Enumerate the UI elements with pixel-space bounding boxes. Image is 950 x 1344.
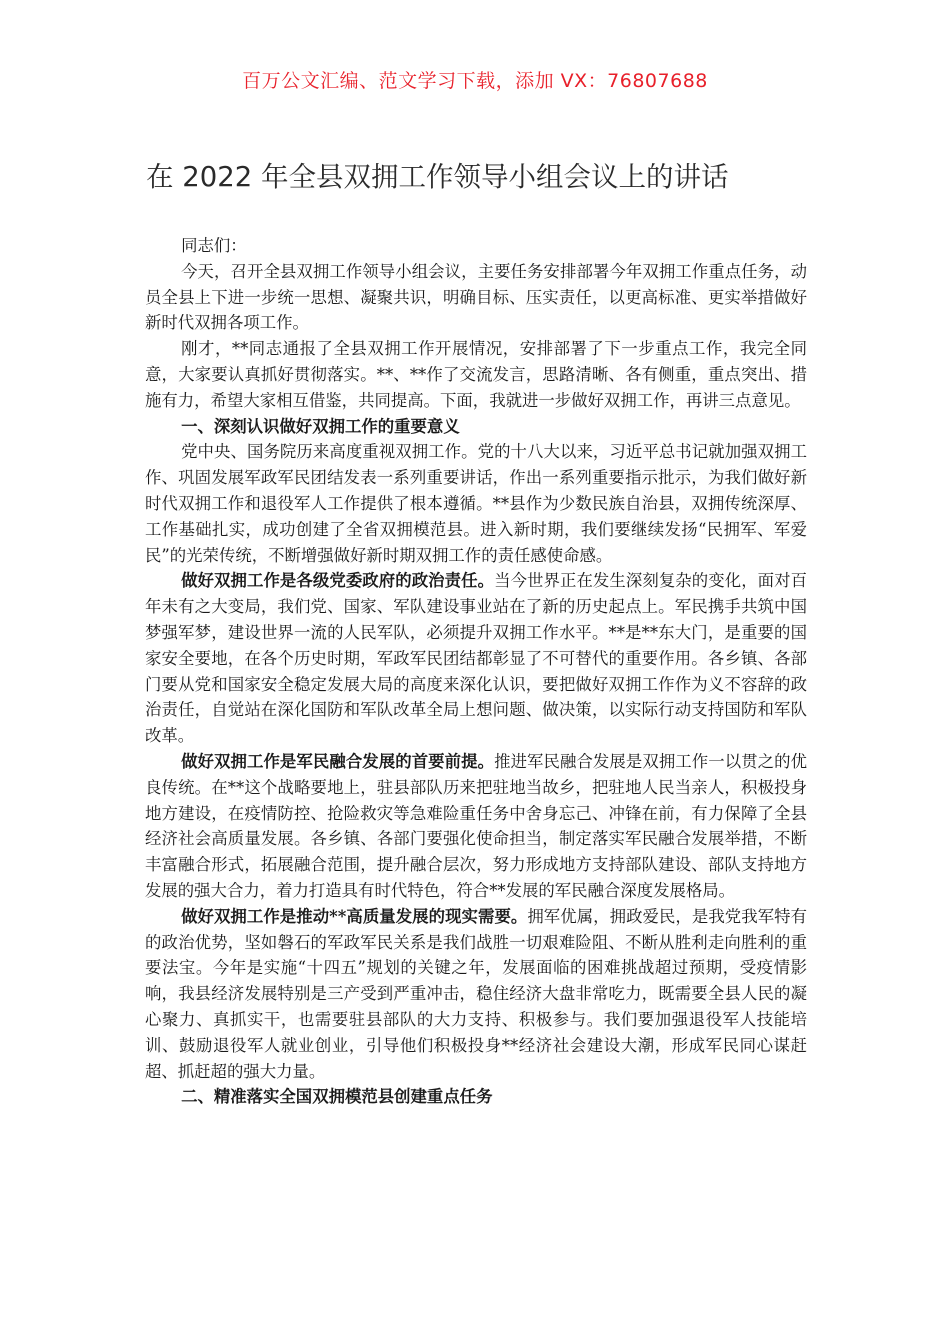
section-heading-2-text: 二、精准落实全国双拥模范县创建重点任务 [181, 1087, 493, 1107]
paragraph-3-text: 党中央、国务院历来高度重视双拥工作。党的十八大以来，习近平总书记就加强双拥工作、巩固发展军政军民团结发表一系列重要讲话，作出一系列重要指示批示，为我们做好新时代双拥工作和退役军人工作提供了根本遵循。**县作为少数民族自治县，双拥传统深厚、工作基础扎实，成功创建了全省双拥模范县。进入新时期，我们要继续发扬“民拥军、军爱民”的光荣传统，不断增强做好新时期双拥工作的责任感使命感。 [145, 442, 807, 565]
header-watermark: 百万公文汇编、范文学习下载，添加 VX：76807688 [242, 70, 708, 92]
document-body [145, 233, 807, 1110]
section-heading-2 [145, 1084, 807, 1110]
paragraph-6-lead: 做好双拥工作是推动**高质量发展的现实需要。 [181, 906, 528, 926]
paragraph-4-lead: 做好双拥工作是各级党委政府的政治责任。 [181, 571, 495, 591]
paragraph-1 [145, 259, 807, 336]
section-heading-1 [145, 414, 807, 440]
paragraph-5-text: 推进军民融合发展是双拥工作一以贯之的优良传统。在**这个战略要地上，驻县部队历来把驻地当故乡，把驻地人民当亲人，积极投身地方建设，在疫情防控、抢险救灾等急难险重任务中舍身忘己、冲锋在前，有力保障了全县经济社会高质量发展。各乡镇、各部门要强化使命担当，制定落实军民融合发展举措，不断丰富融合形式，拓展融合范围，提升融合层次，努力形成地方支持部队建设、部队支持地方发展的强大合力，着力打造具有时代特色，符合**发展的军民融合深度发展格局。 [145, 751, 808, 900]
paragraph-6-text: 拥军优属，拥政爱民，是我党我军特有的政治优势，坚如磐石的军政军民关系是我们战胜一切艰难险阻、不断从胜利走向胜利的重要法宝。今年是实施“十四五”规划的关键之年，发展面临的困难挑战超过预期，受疫情影响，我县经济发展特别是三产受到严重冲击，稳住经济大盘非常吃力，既需要全县人民的凝心聚力、真抓实干，也需要驻县部队的大力支持、积极参与。我们要加强退役军人技能培训、鼓励退役军人就业创业，引导他们积极投身**经济社会建设大潮，形成军民同心谋赶超、抓赶超的强大力量。 [145, 906, 807, 1081]
document-title: 在 2022 年全县双拥工作领导小组会议上的讲话 [146, 161, 729, 193]
paragraph-2-text: 刚才，**同志通报了全县双拥工作开展情况，安排部署了下一步重点工作，我完全同意，大家要认真抓好贯彻落实。**、**作了交流发言，思路清晰、各有侧重，重点突出、措施有力，希望大家相互借鉴，共同提高。下面，我就进一步做好双拥工作，再讲三点意见。 [145, 339, 807, 410]
paragraph-6 [145, 904, 807, 1085]
paragraph-4 [145, 568, 807, 749]
paragraph-5-lead: 做好双拥工作是军民融合发展的首要前提。 [181, 751, 495, 771]
paragraph-3 [145, 439, 807, 568]
paragraph-1-text: 今天，召开全县双拥工作领导小组会议，主要任务安排部署今年双拥工作重点任务，动员全县上下进一步统一思想、凝聚共识，明确目标、压实责任，以更高标准、更实举措做好新时代双拥各项工作。 [145, 261, 807, 333]
salutation: 同志们： [181, 236, 247, 255]
section-heading-1-text: 一、深刻认识做好双拥工作的重要意义 [181, 416, 460, 436]
paragraph-5 [145, 749, 807, 904]
paragraph-2 [145, 336, 807, 413]
paragraph-4-text: 当今世界正在发生深刻复杂的变化，面对百年未有之大变局，我们党、国家、军队建设事业站在了新的历史起点上。军民携手共筑中国梦强军梦，建设世界一流的人民军队，必须提升双拥工作水平。**是**东大门，是重要的国家安全要地，在各个历史时期，军政军民团结都彰显了不可替代的重要作用。各乡镇、各部门要从党和国家安全稳定发展大局的高度来深化认识，要把做好双拥工作作为义不容辞的政治责任，自觉站在深化国防和军队改革全局上想问题、做决策，以实际行动支持国防和军队改革。 [145, 571, 808, 746]
